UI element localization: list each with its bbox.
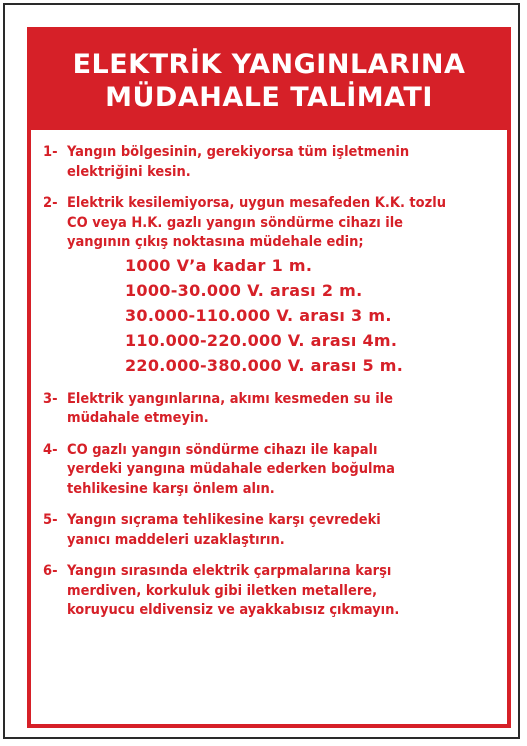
item-number: 1- [43,144,58,160]
instruction-item-4 [43,441,497,500]
item-number: 5- [43,512,58,528]
item-number: 4- [43,441,58,458]
instruction-item-6 [43,562,497,621]
item-text [67,511,497,550]
item-text [67,194,497,378]
item-line: Elektrik kesilemiyorsa, uygun mesafeden K.K. tozlu [67,195,446,211]
safety-sign [3,3,520,739]
title-line-1: ELEKTRİK YANGINLARINA [72,48,466,80]
instruction-item-1 [43,143,497,182]
item-text [67,390,497,429]
item-line: CO gazlı yangın söndürme cihazı ile kapalı [67,441,378,458]
instruction-list [43,143,497,633]
distance-line: 1000 V’a kadar 1 m. [125,255,313,275]
item-number: 2- [43,195,58,211]
title-line-2: MÜDAHALE TALİMATI [105,81,433,113]
item-line: Yangın sıçrama tehlikesine karşı çevredeki [67,512,381,528]
item-line: yanıcı maddeleri uzaklaştırın. [67,531,285,548]
item-text [67,441,497,500]
item-line: yerdeki yangına müdahale ederken boğulma [67,461,395,477]
distance-line: 30.000-110.000 V. arası 3 m. [125,305,392,325]
item-line: Yangın bölgesinin, gerekiyorsa tüm işletmenin [67,144,410,160]
item-line: Elektrik yangınlarına, akımı kesmeden su ile [67,390,393,407]
item-number: 3- [43,390,58,407]
instruction-item-2 [43,194,497,378]
distance-line: 1000-30.000 V. arası 2 m. [125,280,363,300]
item-line: yangının çıkış noktasına müdehale edin; [67,234,364,250]
item-line: koruyucu eldivensiz ve ayakkabısız çıkmayın. [67,602,400,618]
item-number: 6- [43,563,58,579]
item-text [67,143,497,182]
item-line: tehlikesine karşı önlem alın. [67,480,275,497]
distance-line: 110.000-220.000 V. arası 4m. [125,330,398,350]
item-line: müdahale etmeyin. [67,410,209,426]
sign-header [31,31,507,130]
sign-frame [27,27,511,728]
item-line: merdiven, korkuluk gibi iletken metallere, [67,582,378,599]
instruction-item-5 [43,511,497,550]
item-line: Yangın sırasında elektrik çarpmalarına karşı [67,563,392,579]
distance-line: 220.000-380.000 V. arası 5 m. [125,355,404,375]
item-line: elektriğini kesin. [67,163,191,180]
item-text [67,562,497,621]
instruction-item-3 [43,390,497,429]
item-line: CO veya H.K. gazlı yangın söndürme cihazı ile [67,214,404,231]
